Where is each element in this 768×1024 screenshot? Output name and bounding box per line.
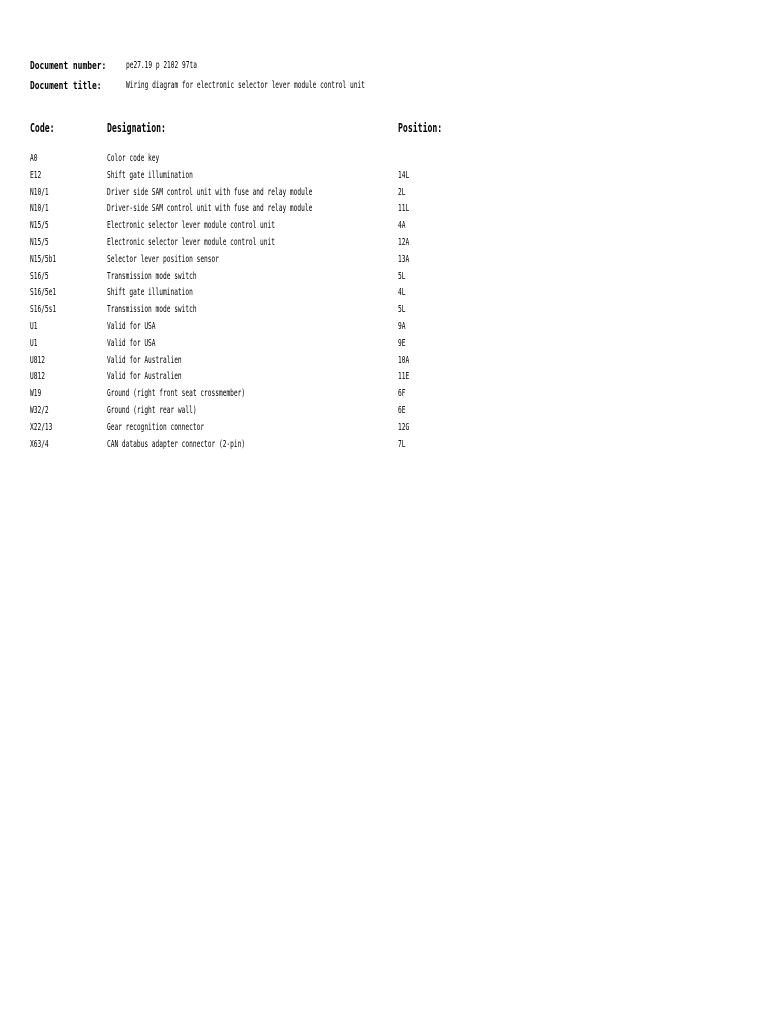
row-designation: Gear recognition connector bbox=[107, 421, 205, 433]
row-designation: Valid for Australien bbox=[107, 371, 182, 383]
row-code: N15/5b1 bbox=[30, 253, 57, 265]
table-row bbox=[0, 253, 768, 270]
header-designation: Designation: bbox=[107, 121, 166, 135]
table-row bbox=[0, 152, 768, 169]
row-position: 6E bbox=[398, 404, 406, 416]
row-code: E12 bbox=[30, 169, 42, 181]
row-position: 10A bbox=[398, 354, 410, 366]
table-row bbox=[0, 286, 768, 303]
row-designation: Color code key bbox=[107, 153, 160, 164]
document-title-value: Wiring diagram for electronic selector lever module control unit bbox=[126, 79, 365, 91]
table-row bbox=[0, 303, 768, 320]
document-number-label: Document number: bbox=[30, 58, 107, 72]
document-number-value: pe27.19 p 2102 97ta bbox=[126, 59, 197, 71]
table-row bbox=[0, 236, 768, 253]
row-designation: Ground (right rear wall) bbox=[107, 404, 197, 416]
row-designation: Transmission mode switch bbox=[107, 270, 197, 282]
row-designation: Selector lever position sensor bbox=[107, 253, 219, 265]
row-position: 12G bbox=[398, 421, 410, 433]
table-row bbox=[0, 387, 768, 404]
row-position: 14L bbox=[398, 169, 410, 181]
table-row bbox=[0, 337, 768, 354]
table-row bbox=[0, 421, 768, 438]
document-title-label: Document title: bbox=[30, 78, 102, 92]
row-position: 9E bbox=[398, 337, 406, 349]
row-code: X63/4 bbox=[30, 438, 49, 450]
row-position: 5L bbox=[398, 304, 406, 316]
table-row bbox=[0, 438, 768, 455]
row-code: N15/5 bbox=[30, 236, 49, 248]
row-position: 11L bbox=[398, 203, 410, 215]
table-row bbox=[0, 354, 768, 371]
row-code: X22/13 bbox=[30, 421, 53, 433]
table-row bbox=[0, 202, 768, 219]
row-position: 4L bbox=[398, 287, 406, 299]
row-designation: Electronic selector lever module control unit bbox=[107, 236, 275, 248]
row-position: 4A bbox=[398, 220, 406, 232]
row-code: W19 bbox=[30, 388, 42, 400]
row-code: N15/5 bbox=[30, 220, 49, 232]
row-designation: Shift gate illumination bbox=[107, 287, 193, 299]
row-position: 2L bbox=[398, 186, 406, 198]
component-table bbox=[0, 152, 768, 454]
header-position: Position: bbox=[398, 121, 443, 135]
row-designation: Shift gate illumination bbox=[107, 169, 193, 181]
row-designation: Valid for USA bbox=[107, 337, 156, 349]
row-designation: Transmission mode switch bbox=[107, 304, 197, 316]
table-row bbox=[0, 404, 768, 421]
row-code: S16/5e1 bbox=[30, 287, 57, 299]
table-row bbox=[0, 219, 768, 236]
table-row bbox=[0, 270, 768, 287]
header-code: Code: bbox=[30, 121, 55, 135]
row-code: U1 bbox=[30, 320, 38, 332]
document-title-row bbox=[30, 78, 511, 92]
row-designation: Driver side SAM control unit with fuse and relay module bbox=[107, 186, 313, 198]
row-code: N10/1 bbox=[30, 186, 49, 198]
row-designation: Valid for Australien bbox=[107, 354, 182, 366]
row-position: 13A bbox=[398, 253, 410, 265]
row-code: S16/5 bbox=[30, 270, 49, 282]
row-designation: Electronic selector lever module control unit bbox=[107, 220, 275, 232]
row-designation: CAN databus adapter connector (2-pin) bbox=[107, 438, 246, 450]
row-code: U1 bbox=[30, 337, 38, 349]
document-number-row bbox=[30, 58, 240, 72]
row-designation: Valid for USA bbox=[107, 320, 156, 332]
row-position: 6F bbox=[398, 388, 406, 400]
row-designation: Driver-side SAM control unit with fuse and relay module bbox=[107, 203, 313, 215]
row-code: S16/5s1 bbox=[30, 304, 57, 316]
row-code: W32/2 bbox=[30, 404, 49, 416]
table-row bbox=[0, 320, 768, 337]
row-code: U812 bbox=[30, 371, 45, 383]
row-position: 12A bbox=[398, 236, 410, 248]
table-row bbox=[0, 370, 768, 387]
row-designation: Ground (right front seat crossmember) bbox=[107, 388, 246, 400]
row-position: 5L bbox=[398, 270, 406, 282]
row-position: 11E bbox=[398, 371, 410, 383]
table-row bbox=[0, 169, 768, 186]
row-position: 7L bbox=[398, 438, 406, 450]
row-code: A0 bbox=[30, 153, 38, 164]
table-row bbox=[0, 186, 768, 203]
row-code: N10/1 bbox=[30, 203, 49, 215]
row-code: U812 bbox=[30, 354, 45, 366]
row-position: 9A bbox=[398, 320, 406, 332]
